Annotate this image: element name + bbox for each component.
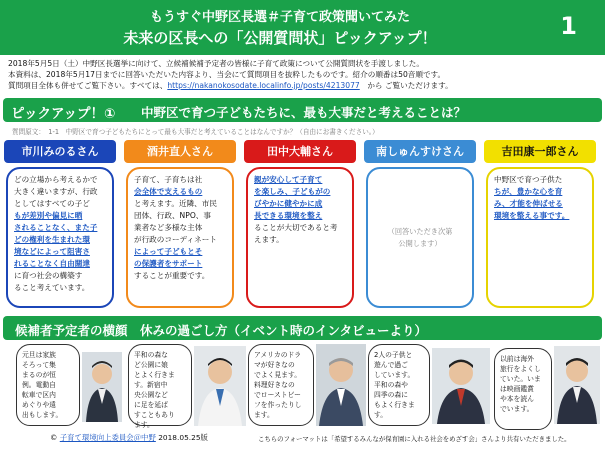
page-number: 1 xyxy=(560,12,577,40)
answer-line: えます。 xyxy=(254,235,284,244)
candidate-answer xyxy=(246,167,354,308)
header-subtitle: もうすぐ中野区長選＃子育て政策聞いてみた xyxy=(149,10,410,25)
profile-line: すこともあり xyxy=(134,411,175,419)
profile-line: は映画鑑賞 xyxy=(500,385,534,393)
answer-line: 子育て、子育ちは社 xyxy=(134,175,203,184)
profile-line: 以前は海外 xyxy=(500,355,534,363)
intro-line-3-prefix: 質問項目全体も併せてご覧下さい。すべては、 xyxy=(8,81,168,90)
header-banner xyxy=(0,0,605,55)
profile-line: 央公園など xyxy=(134,391,168,399)
profile-line: す。新宿中 xyxy=(134,381,168,389)
answer-line: 団体、行政、NPO、事 xyxy=(134,211,211,220)
profile-line: 旅行をよくし xyxy=(500,365,541,373)
candidate-name: 市川みのるさん xyxy=(4,140,116,163)
profile-line: 2人の子供と xyxy=(374,351,413,359)
candidate-name: 南しゅんすけさん xyxy=(364,140,476,163)
candidate-column xyxy=(484,140,596,308)
intro-line-2: 本資料は、2018年5月17日までに回答いただいた内容より、当会にて質問項目を抜粋したものです。紹介の順番は50音順です。 xyxy=(8,70,446,79)
profile-line: 四季の森に xyxy=(374,391,408,399)
candidate-column xyxy=(364,140,476,308)
candidate-photo xyxy=(554,346,600,424)
question-original: 質問原文： 1-1 中野区で育つ子どもたちにとって最も大事だと考えていることはなんですか？（自由にお書きください。） xyxy=(12,128,379,136)
intro-line-1: 2018年5月5日（土）中野区長選挙に向けて、立候補候補予定者の皆様に子育て政策について公開質問状を手渡しました。 xyxy=(8,59,424,68)
profile-line: ます。 xyxy=(254,411,274,419)
answer-line-highlighted: の保護者をサポート xyxy=(134,259,203,268)
candidate-answer xyxy=(6,167,114,308)
organization-link[interactable]: 子育て環境向上委員会＠中野 xyxy=(59,433,156,442)
profile-line: 料理好きなの xyxy=(254,381,295,389)
intro-text xyxy=(8,58,600,91)
profile-line: でよく見ます。 xyxy=(254,371,302,379)
answer-line-highlighted: 境などによって阻害さ xyxy=(14,247,90,256)
candidate-photo xyxy=(82,352,122,422)
candidate-name: 酒井直人さん xyxy=(124,140,236,163)
answer-line: することが重要です。 xyxy=(134,271,210,280)
candidate-answer xyxy=(126,167,234,308)
answer-line-highlighted: によって子どもとそ xyxy=(134,247,203,256)
answer-line: 業者など多様な主体 xyxy=(134,223,203,232)
candidate-name: 吉田康一郎さん xyxy=(484,140,596,163)
profile-bubble xyxy=(128,344,192,429)
answer-line-highlighted: み、才能を伸ばせる xyxy=(494,199,563,208)
candidate-column xyxy=(124,140,236,308)
profile-bubble xyxy=(248,344,314,426)
intro-line-3 xyxy=(8,80,600,91)
candidate-answer-pending xyxy=(366,167,474,308)
section-1-banner xyxy=(3,98,602,122)
profile-line: フを作ったりし xyxy=(254,401,302,409)
profile-line: に足を延ば xyxy=(134,401,168,409)
answer-line-highlighted: ちが、豊かな心を育 xyxy=(494,187,563,196)
profile-line: 平和の森や xyxy=(374,381,408,389)
profile-line: 例。電動自 xyxy=(22,381,56,389)
profile-line: や本を読ん xyxy=(500,395,534,403)
profile-line: 転車で区内 xyxy=(22,391,56,399)
answer-line-highlighted: 長できる環境を整え xyxy=(254,211,323,220)
answer-line: としてはすべての子ど xyxy=(14,199,90,208)
format-credit-note: こちらのフォーマットは「希望するみんなが保育園に入れる社会をめざす会」さんより共有いただきました。 xyxy=(258,435,571,443)
section-1-number: ピックアップ！① xyxy=(11,106,116,122)
profile-line: とよく行きま xyxy=(134,371,175,379)
profile-line: す。 xyxy=(374,411,388,419)
answer-line: 大きく違いますが、行政 xyxy=(14,187,98,196)
answer-line: に育つ社会の構築す xyxy=(14,271,83,280)
profile-line: めぐりや遠 xyxy=(22,401,56,409)
answer-line: 公開します） xyxy=(398,238,442,248)
profile-bubble xyxy=(368,344,430,426)
footer-credit xyxy=(50,432,208,443)
answer-line-highlighted: 親が安心して子育て xyxy=(254,175,323,184)
answer-line: ること考えています。 xyxy=(14,283,90,292)
profile-line: マが好きなの xyxy=(254,361,295,369)
answer-line-highlighted: どの権利を生まれた環 xyxy=(14,235,90,244)
candidate-name: 田中大輔さん xyxy=(244,140,356,163)
profile-line: 平和の森な xyxy=(134,351,168,359)
profile-bubble xyxy=(16,344,80,426)
profile-line: ます。 xyxy=(134,421,154,429)
profile-line: 元旦は家族 xyxy=(22,351,56,359)
answer-line-highlighted: もが差別や偏見に晒 xyxy=(14,211,83,220)
profile-line: もよく行きま xyxy=(374,401,415,409)
answer-line: が行政のコーディネート xyxy=(134,235,217,244)
candidate-photo xyxy=(316,344,366,426)
profile-line: まるのが恒 xyxy=(22,371,56,379)
candidate-answer xyxy=(486,167,594,308)
version-label: 2018.05.25版 xyxy=(158,433,208,442)
header-title: 未来の区長への「公開質問状」ピックアップ！ xyxy=(123,29,437,47)
profile-line: ていた。いま xyxy=(500,375,541,383)
section-2-title: 候補者予定者の横顔 休みの過ごし方（イベント時のインタビューより） xyxy=(15,323,428,338)
copyright-mark: © xyxy=(50,433,58,442)
profile-line: でローストビー xyxy=(254,391,301,399)
profile-line: しています。 xyxy=(374,371,415,379)
questionnaire-link[interactable]: https://nakanokosodate.localinfo.jp/posts/4213077 xyxy=(167,81,360,90)
answer-line-highlighted: れることなく自由闊達 xyxy=(14,259,90,268)
intro-line-3-suffix: から ご覧いただけます。 xyxy=(359,81,453,90)
profile-bubble xyxy=(494,348,552,430)
answer-line: どの立場から考えるかで xyxy=(14,175,98,184)
profile-line: 遊んで過ご xyxy=(374,361,408,369)
answer-line-highlighted: びやかに健やかに成 xyxy=(254,199,323,208)
answer-line-highlighted: を楽しみ、子どもがの xyxy=(254,187,331,196)
answer-line: （回答いただき次第 xyxy=(387,226,453,236)
answer-line: ることが大切であると考 xyxy=(254,223,338,232)
candidate-column xyxy=(244,140,356,308)
answer-line-highlighted: 環境を整える事です。 xyxy=(494,211,570,220)
profile-line: 出もします。 xyxy=(22,411,63,419)
answer-line: と考えます。近隣、市民 xyxy=(134,199,217,208)
profile-line: でいます。 xyxy=(500,405,534,413)
candidate-photo xyxy=(194,346,246,426)
answer-line-highlighted: されることなく、また子 xyxy=(14,223,98,232)
profile-line: そろって集 xyxy=(22,361,56,369)
answer-line: 中野区で育つ子供た xyxy=(494,175,563,184)
profile-line: ど公園に娘 xyxy=(134,361,168,369)
answer-line-highlighted: 会全体で支えるもの xyxy=(134,187,203,196)
section-1-title: 中野区で育つ子どもたちに、最も大事だと考えることは？ xyxy=(141,105,467,120)
candidate-column xyxy=(4,140,116,308)
profile-line: アメリカのドラ xyxy=(254,351,302,359)
section-2-banner xyxy=(3,316,602,340)
candidate-photo xyxy=(432,348,490,424)
